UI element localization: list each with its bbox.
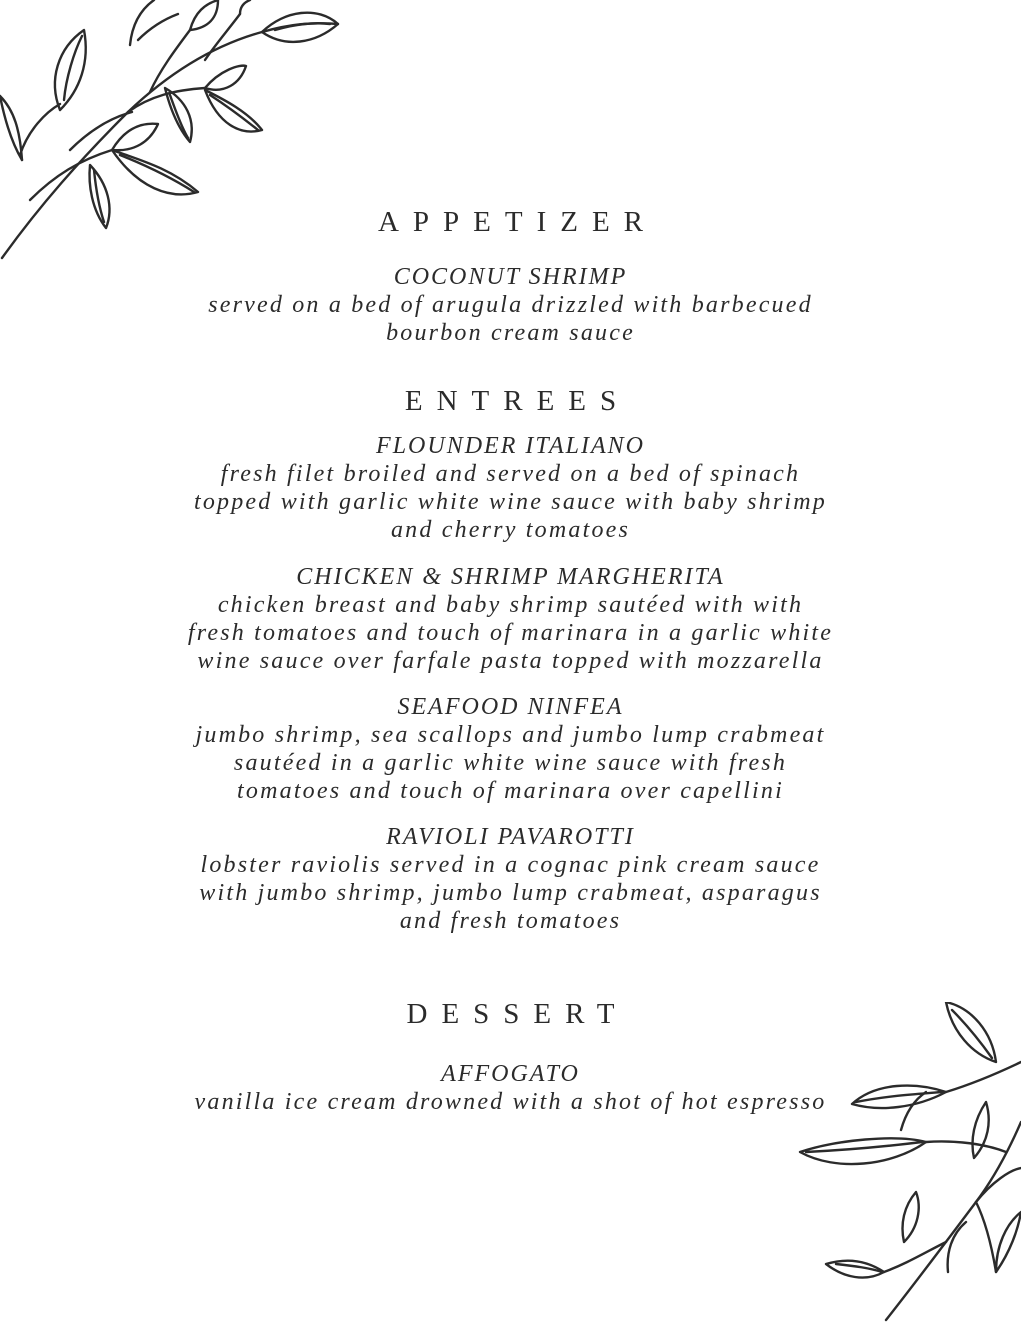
description-line: jumbo shrimp, sea scallops and jumbo lump crabmeat bbox=[195, 722, 826, 748]
description-line: sautéed in a garlic white wine sauce with fresh bbox=[233, 750, 788, 776]
menu-item-affogato bbox=[0, 1060, 1021, 1116]
item-name: FLOUNDER ITALIANO bbox=[376, 433, 645, 459]
item-description bbox=[0, 721, 1021, 805]
item-name: SEAFOOD NINFEA bbox=[397, 694, 624, 720]
leaf-branch-bottom-illustration bbox=[796, 1002, 1021, 1322]
section-title-dessert: DESSERT bbox=[406, 998, 629, 1030]
description-line: with jumbo shrimp, jumbo lump crabmeat, asparagus bbox=[199, 880, 822, 906]
description-line: and cherry tomatoes bbox=[390, 517, 631, 543]
item-description bbox=[0, 291, 1021, 347]
description-line: fresh filet broiled and served on a bed of spinach bbox=[220, 461, 801, 487]
description-line: and fresh tomatoes bbox=[399, 908, 622, 934]
menu-item-ravioli-pavarotti bbox=[0, 823, 1021, 935]
item-description bbox=[0, 851, 1021, 935]
menu-item-seafood-ninfea bbox=[0, 693, 1021, 805]
description-line: wine sauce over farfale pasta topped with mozzarella bbox=[197, 648, 824, 674]
section-title-appetizer: APPETIZER bbox=[377, 206, 658, 238]
menu-item-flounder-italiano bbox=[0, 432, 1021, 544]
item-name: AFFOGATO bbox=[441, 1061, 580, 1087]
description-line: tomatoes and touch of marinara over capellini bbox=[237, 778, 784, 804]
item-description bbox=[0, 591, 1021, 675]
item-name: CHICKEN & SHRIMP MARGHERITA bbox=[296, 564, 725, 590]
menu-item-coconut-shrimp bbox=[0, 263, 1021, 347]
description-line: topped with garlic white wine sauce with baby shrimp bbox=[193, 489, 828, 515]
menu-item-chicken-shrimp-margherita bbox=[0, 563, 1021, 675]
section-title-entrees: ENTREES bbox=[404, 385, 631, 417]
description-line: served on a bed of arugula drizzled with barbecued bbox=[208, 292, 813, 318]
item-description bbox=[0, 460, 1021, 544]
description-line: lobster raviolis served in a cognac pink cream sauce bbox=[200, 852, 821, 878]
item-name: RAVIOLI PAVAROTTI bbox=[386, 824, 635, 850]
description-line: vanilla ice cream drowned with a shot of hot espresso bbox=[194, 1089, 827, 1115]
description-line: bourbon cream sauce bbox=[386, 320, 635, 346]
description-line: chicken breast and baby shrimp sautéed with with bbox=[217, 592, 804, 618]
item-name: COCONUT SHRIMP bbox=[393, 264, 628, 290]
description-line: fresh tomatoes and touch of marinara in a garlic white bbox=[187, 620, 834, 646]
item-description bbox=[0, 1088, 1021, 1116]
